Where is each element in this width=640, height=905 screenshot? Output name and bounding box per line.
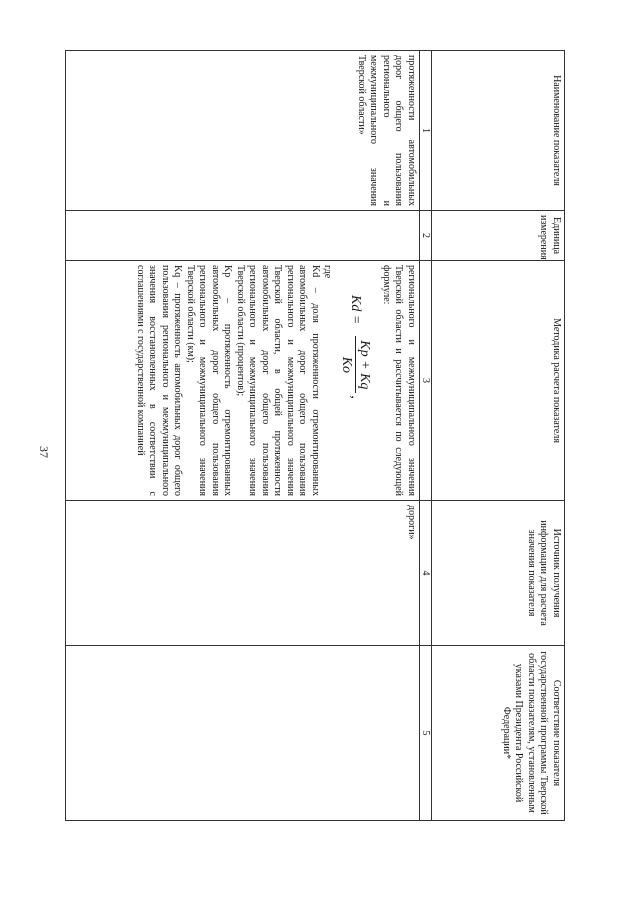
formula-numerator: Kp + Kq — [355, 336, 374, 393]
header-unit: Единица измерения — [432, 211, 565, 261]
column-number: 3 — [420, 261, 432, 501]
indicator-table — [65, 50, 565, 821]
column-number: 2 — [420, 211, 432, 261]
header-indicator-name: Наименование показателя — [432, 51, 565, 211]
cell-indicator-name: протяженности автомобильных дорог общего пользования регионального и межмуниципального значения Тверской области» — [66, 51, 420, 211]
formula-tail: , — [348, 395, 364, 399]
method-line-kq: Kq – протяженность автомобильных дорог общего пользования регионального и межмуниципального значения восстановленных в соответствии с соглашениями с государственной компанией — [135, 265, 184, 496]
table-row — [66, 51, 420, 821]
cell-source: дороги» — [66, 501, 420, 646]
cell-unit — [66, 211, 420, 261]
method-line-kp: Kp – протяженность отремонтированных автомобильных дорог общего пользования регионального и межмуниципального значения Тверской области (км); — [185, 265, 234, 496]
table-wrapper — [65, 50, 565, 820]
column-number: 1 — [420, 51, 432, 211]
header-compliance: Соответствие показателя государственной программы Тверской области показателям, установленным указами Президента Российской Федерации* — [432, 646, 565, 821]
formula-fraction — [338, 336, 374, 393]
formula — [338, 295, 374, 496]
table-header-row — [432, 51, 565, 821]
column-number-row — [420, 51, 432, 821]
header-method: Методика расчета показателя — [432, 261, 565, 501]
method-line-kd: Kd – доля протяженности отремонтированных автомобильных дорог общего пользования регионального и межмуниципального значения Тверской области, в общей протяженности автомобильных дорог общего пользования регионального и межмуниципального значения Тверской области (процентов); — [235, 265, 321, 496]
column-number: 5 — [420, 646, 432, 821]
formula-lhs: Kd = — [348, 295, 364, 325]
method-line-where: где — [322, 265, 334, 279]
rotated-page — [65, 50, 565, 820]
method-intro: регионального и межмуниципального значения Тверской области и рассчитывается по следующей формуле: — [381, 265, 417, 496]
page-number: 37 — [37, 446, 51, 458]
header-source: Источник получения информации для расчета значения показателя — [432, 501, 565, 646]
cell-method — [66, 261, 420, 501]
cell-compliance — [66, 646, 420, 821]
column-number: 4 — [420, 501, 432, 646]
formula-denominator: Ko — [339, 356, 354, 374]
